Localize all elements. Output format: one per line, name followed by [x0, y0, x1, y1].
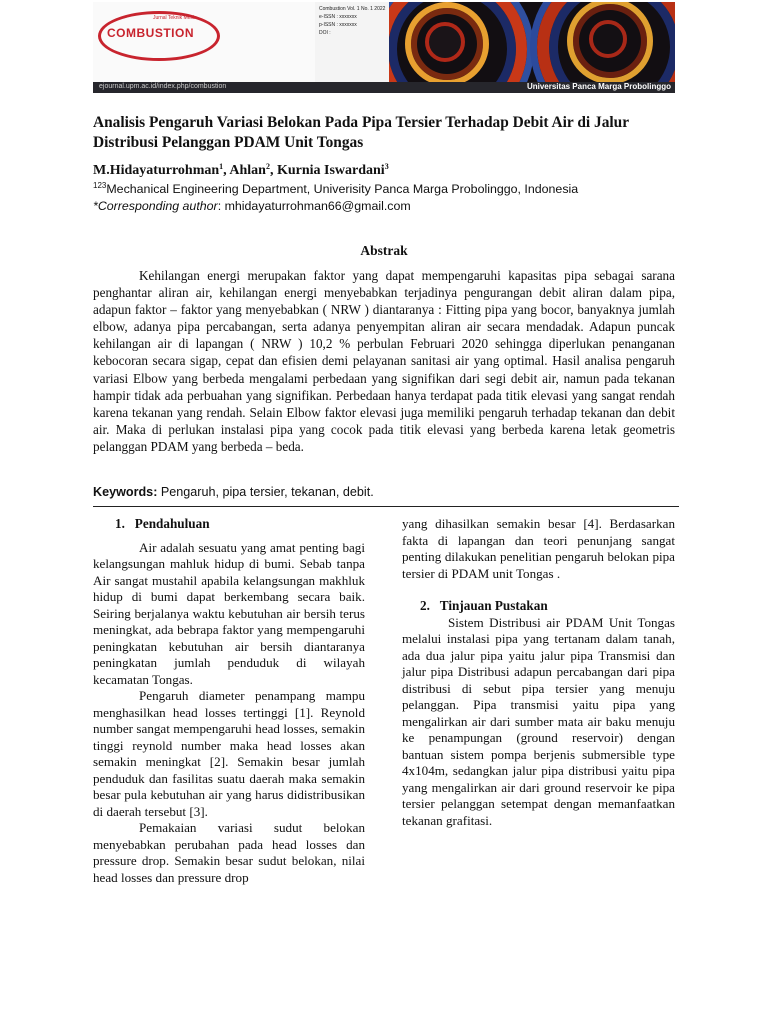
paper-title: Analisis Pengaruh Variasi Belokan Pada Pipa Tersier Terhadap Debit Air di Jalur Distribusi Pelanggan PDAM Unit Tongas [93, 114, 629, 151]
affiliation [93, 182, 578, 196]
keywords-label: Keywords: [93, 485, 158, 499]
author-name: Ahlan [229, 163, 266, 178]
paragraph: Pemakaian variasi sudut belokan menyebabkan perubahan pada head losses dan pressure drop. Semakin besar sudut belokan, nilai head losses dan pressure drop [93, 820, 365, 885]
divider [93, 506, 679, 507]
section-heading: 2. Tinjauan Pustakan [420, 598, 548, 613]
author-sup: 2 [265, 162, 270, 171]
abstract-text: Kehilangan energi merupakan faktor yang dapat mempengaruhi kapasitas pipa sebagai sarana penghantar aliran air, kehilangan energi menyebabkan terjadinya pengurangan debit aliran dalam pipa, adapun faktor – faktor yang menyebabkan ( NRW ) diantaranya : Fitting pipa yang bocor, banyaknya jumlah elbow, adanya pipa percabangan, serta adanya penyempitan aliran air secara mendadak. Adapun puncak kehilangan air di lapangan ( NRW ) 10,2 % perbulan Februari 2020 sehingga diperlukan penanganan kebocoran secara sigap, cepat dan efisien demi pelayanan sanitasi air yang optimal. Hasil analisa pengaruh variasi Elbow yang berbeda mengalami perbedaan yang signifikan dari segi debit air, namun pada tekanan hampir tidak ada perbuahan yang signifikan. Perbedaan hanya terdapat pada titik elevasi yang sangat rendah karena tekanan yang rendah. Selain Elbow faktor elevasi juga memiliki pengaruh terhadap tekanan dan debit air. Maka di perlukan instalasi pipa yang cocok pada titik elevasi yang berbeda karena letak geometris pelanggan PDAM yang berbeda – beda. [93, 268, 675, 454]
paragraph: Air adalah sesuatu yang amat penting bagi kelangsungan mahluk hidup di bumi. Sebab tanpa Air sangat mustahil apabila kelangsungan makhluk hidup di bumi dapat berkembang secara baik. Seiring berjalanya waktu kebutuhan air bersih terus meningkat, ada bebrapa faktor yang mempengaruhi peningkatan kebutuhan air bersih diantaranya peningkatan jumlah penduduk di wilayah kecamatan Tongas. [93, 539, 365, 687]
banner-image [389, 2, 675, 82]
author-list [93, 163, 389, 179]
abstract-heading: Abstrak [360, 243, 408, 258]
issn-line: e-ISSN : xxxxxxx [319, 14, 357, 20]
keywords [93, 485, 374, 499]
author-sep: , [223, 163, 230, 178]
corresponding-label: *Corresponding author [93, 199, 218, 213]
issn-line: Combustion Vol. 1 No. 1 2022 [319, 6, 386, 12]
issn-line: p-ISSN : xxxxxxx [319, 22, 357, 28]
issn-line: DOI : [319, 30, 331, 36]
logo-subtitle: Jurnal Teknik Mesin [153, 15, 197, 21]
journal-url[interactable]: ejournal.upm.ac.id/index.php/combustion [99, 83, 227, 90]
paragraph: Pengaruh diameter penampang mampu menghasilkan head losses tertinggi [1]. Reynold number sangat mempengaruhi head losses, semakin tinggi reynold number maka head losses akan semakin meningkat [2]. Semakin besar jumlah penduduk dan fasilitas suatu daerah maka semakin besar pula kebutuhan air yang harus didistribusikan di daerah tersebut [3]. [93, 688, 365, 819]
keywords-text: Pengaruh, pipa tersier, tekanan, debit. [157, 485, 374, 499]
section-heading: 1. Pendahuluan [115, 516, 210, 531]
author-sup: 3 [384, 162, 389, 171]
right-column [402, 516, 675, 829]
author-sep: , [269, 163, 277, 178]
university-name: Universitas Panca Marga Probolinggo [526, 82, 671, 91]
collider-ring [425, 22, 465, 62]
author-name: M.Hidayaturrohman [93, 163, 220, 178]
author-name: Kurnia Iswardani [276, 163, 385, 178]
journal-logo [93, 2, 315, 82]
issn-info [315, 2, 389, 82]
corresponding-author [93, 199, 411, 213]
left-column [93, 516, 365, 886]
affiliation-sup: 123 [93, 181, 107, 190]
corresponding-email[interactable]: : mhidayaturrohman66@gmail.com [217, 199, 411, 213]
banner-footer [93, 82, 675, 93]
logo-text: COMBUSTION [107, 26, 194, 40]
affiliation-text: Mechanical Engineering Department, Univerisity Panca Marga Probolinggo, Indonesia [106, 182, 579, 196]
author-sup: 1 [219, 162, 224, 171]
paragraph: Sistem Distribusi air PDAM Unit Tongas melalui instalasi pipa yang tertanam dalam tanah, ada dua jalur pipa yaitu jalur pipa Transmisi dan jalur pipa Distribusi adapun percabangan dari pipa distribusi di sebut pipa tersier yang menuju pelanggan. Pipa transmisi yaitu pipa yang mengalirkan air dari sumber mata air baku menuju ke penampungan (ground reservoir) dengan bantuan sistem pompa berjenis submersible type 4x104m, sedangkan jalur pipa distribusi yaitu pipa yang mengalirkan air dari ground reservoir ke pipa tersier pelanggan setempat dengan memanfaatkan tekanan grafitasi. [402, 614, 675, 828]
paragraph: yang dihasilkan semakin besar [4]. Berdasarkan fakta di lapangan dan teori penunjang sangat penting dilakukan penelitian pengaruh belokan pipa tersier di PDAM unit Tongas . [402, 516, 675, 581]
collider-ring [589, 20, 627, 58]
journal-banner [93, 2, 675, 93]
